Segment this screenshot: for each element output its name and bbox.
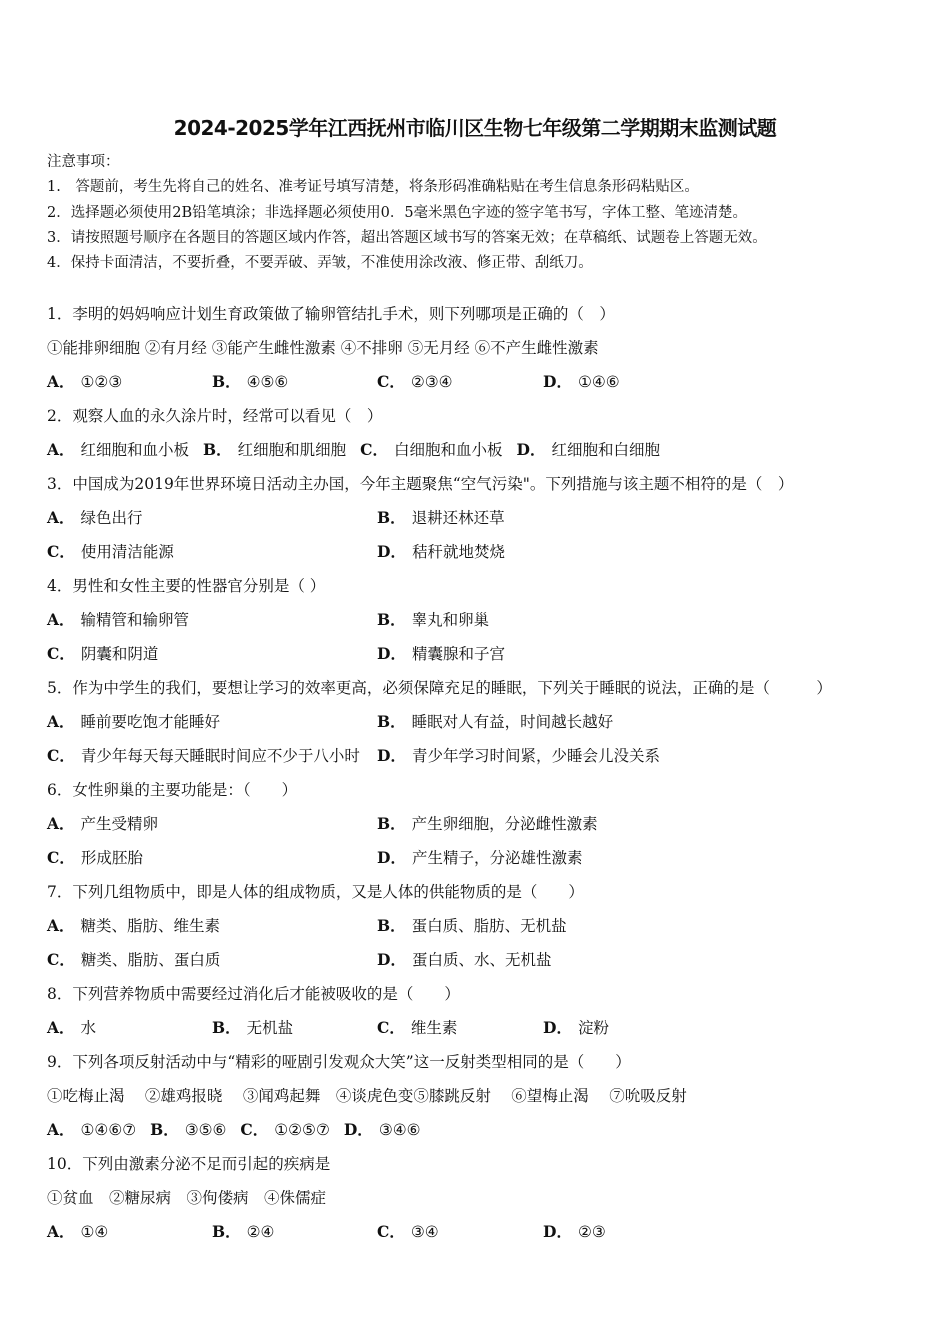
- option-letter: D．: [543, 1018, 572, 1037]
- option-letter: C．: [47, 644, 75, 663]
- question-stem: 6．女性卵巢的主要功能是：（ ）: [47, 781, 298, 799]
- option-text: 精囊腺和子宫: [411, 645, 505, 663]
- option-text: ①②⑤⑦: [274, 1121, 330, 1139]
- option-text: 蛋白质、脂肪、无机盐: [411, 917, 567, 935]
- option-letter: B．: [212, 1018, 241, 1037]
- option-letter: D．: [543, 1222, 572, 1241]
- option-text: 阴囊和阴道: [80, 645, 159, 663]
- option-text: 产生受精卵: [80, 815, 159, 833]
- option-letter: B．: [212, 372, 241, 391]
- options-row: [47, 433, 907, 467]
- option-c[interactable]: [47, 943, 220, 977]
- option-a[interactable]: [47, 1011, 96, 1045]
- option-text: ②④: [246, 1223, 275, 1241]
- option-text: 产生卵细胞，分泌雌性激素: [411, 815, 598, 833]
- option-text: ①④⑥: [577, 373, 620, 391]
- option-c[interactable]: [360, 441, 502, 459]
- option-text: 维生素: [410, 1019, 458, 1037]
- option-letter: A．: [47, 372, 75, 391]
- option-c[interactable]: [47, 637, 158, 671]
- options-row: [47, 909, 907, 943]
- option-text: ②③: [577, 1223, 606, 1241]
- option-a[interactable]: [47, 807, 158, 841]
- page-title: 2024-2025学年江西抚州市临川区生物七年级第二学期期末监测试题: [173, 116, 777, 140]
- option-letter: C．: [47, 746, 75, 765]
- option-letter: A．: [47, 1222, 75, 1241]
- question-stem: 9．下列各项反射活动中与“精彩的哑剧引发观众大笑”这一反射类型相同的是（ ）: [47, 1053, 631, 1071]
- option-text: 水: [80, 1019, 97, 1037]
- option-c[interactable]: [47, 841, 143, 875]
- option-b[interactable]: [212, 1215, 274, 1249]
- options-row: [47, 1215, 907, 1249]
- options-row: [47, 535, 907, 569]
- options-row: [47, 943, 907, 977]
- option-text: 退耕还林还草: [411, 509, 505, 527]
- option-letter: D．: [343, 1120, 373, 1139]
- option-letter: A．: [47, 440, 75, 459]
- option-a[interactable]: [47, 1121, 136, 1139]
- option-c[interactable]: [47, 535, 174, 569]
- option-c[interactable]: [377, 1215, 439, 1249]
- option-letter: B．: [377, 610, 406, 629]
- option-a[interactable]: [47, 705, 220, 739]
- option-a[interactable]: [47, 1215, 108, 1249]
- options-row: [47, 501, 907, 535]
- question-stem: 7．下列几组物质中，即是人体的组成物质，又是人体的供能物质的是（ ）: [47, 883, 584, 901]
- option-b[interactable]: [212, 1011, 293, 1045]
- option-letter: B．: [150, 1120, 179, 1139]
- option-d[interactable]: [377, 637, 505, 671]
- option-d[interactable]: [377, 535, 505, 569]
- option-letter: A．: [47, 1120, 75, 1139]
- option-d[interactable]: [377, 841, 582, 875]
- question-stem: 3．中国成为2019年世界环境日活动主办国，今年主题聚焦“空气污染"。下列措施与该主题不相符的是（ ）: [47, 475, 794, 493]
- option-b[interactable]: [150, 1121, 226, 1139]
- option-letter: B．: [377, 712, 406, 731]
- questions-section: [47, 297, 907, 1249]
- option-text: 红细胞和血小板: [80, 441, 190, 459]
- option-c[interactable]: [377, 365, 453, 399]
- option-text: 形成胚胎: [80, 849, 143, 867]
- question-items: ①吃梅止渴 ②雄鸡报晓 ③闻鸡起舞 ④谈虎色变⑤膝跳反射 ⑥望梅止渴 ⑦吮吸反射: [47, 1087, 687, 1105]
- options-row: [47, 603, 907, 637]
- options-row: [47, 841, 907, 875]
- option-a[interactable]: [47, 603, 189, 637]
- options-row: [47, 1011, 907, 1045]
- option-b[interactable]: [377, 501, 505, 535]
- option-letter: C．: [360, 440, 389, 459]
- option-c[interactable]: [47, 739, 360, 773]
- option-letter: B．: [212, 1222, 241, 1241]
- option-d[interactable]: [543, 1011, 609, 1045]
- option-letter: A．: [47, 610, 75, 629]
- option-letter: B．: [377, 814, 406, 833]
- question-stem: 4．男性和女性主要的性器官分别是（ ）: [47, 577, 326, 595]
- option-a[interactable]: [47, 909, 220, 943]
- notes-heading: 注意事项：: [47, 154, 120, 170]
- option-d[interactable]: [543, 365, 620, 399]
- option-text: 秸秆就地焚烧: [411, 543, 505, 561]
- option-letter: A．: [47, 916, 75, 935]
- option-d[interactable]: [517, 441, 660, 459]
- option-text: 红细胞和肌细胞: [237, 441, 347, 459]
- options-row: [47, 637, 907, 671]
- option-letter: D．: [377, 848, 406, 867]
- option-text: 糖类、脂肪、蛋白质: [80, 951, 221, 969]
- option-b[interactable]: [377, 603, 489, 637]
- option-text: ①④⑥⑦: [80, 1121, 137, 1139]
- option-letter: A．: [47, 712, 75, 731]
- option-letter: D．: [377, 644, 406, 663]
- notes-section: [47, 150, 917, 276]
- option-b[interactable]: [203, 441, 346, 459]
- option-text: 睡前要吃饱才能睡好: [80, 713, 221, 731]
- note-item: 1. 答题前，考生先将自己的姓名、准考证号填写清楚，将条形码准确粘贴在考生信息条形码粘贴区。: [47, 179, 699, 196]
- option-a[interactable]: [47, 501, 143, 535]
- option-text: ②③④: [410, 373, 453, 391]
- note-item: 4．保持卡面清洁，不要折叠，不要弄破、弄皱，不准使用涂改液、修正带、刮纸刀。: [47, 255, 593, 272]
- question-stem: 8．下列营养物质中需要经过消化后才能被吸收的是（ ）: [47, 985, 460, 1003]
- note-item: 2．选择题必须使用2B铅笔填涂；非选择题必须使用0．5毫米黑色字迹的签字笔书写，字体工整、笔迹清楚。: [47, 204, 748, 221]
- options-row: [47, 807, 907, 841]
- option-text: ③⑤⑥: [184, 1121, 227, 1139]
- option-letter: C．: [47, 848, 75, 867]
- question-items: ①能排卵细胞 ②有月经 ③能产生雌性激素 ④不排卵 ⑤无月经 ⑥不产生雌性激素: [47, 339, 599, 357]
- options-row: [47, 705, 907, 739]
- question-stem: 10．下列由激素分泌不足而引起的疾病是: [47, 1155, 331, 1173]
- option-text: 青少年学习时间紧，少睡会儿没关系: [411, 747, 660, 765]
- options-row: [47, 1113, 907, 1147]
- option-c[interactable]: [240, 1121, 329, 1139]
- option-text: 无机盐: [246, 1019, 294, 1037]
- option-text: 青少年每天每天睡眠时间应不少于八小时: [80, 747, 360, 765]
- option-letter: C．: [47, 950, 75, 969]
- option-a[interactable]: [47, 441, 189, 459]
- option-letter: B．: [377, 508, 406, 527]
- option-text: 输精管和输卵管: [80, 611, 190, 629]
- option-text: 红细胞和白细胞: [551, 441, 660, 459]
- option-text: ①④: [80, 1223, 109, 1241]
- option-text: 白细胞和血小板: [394, 441, 503, 459]
- option-a[interactable]: [47, 365, 122, 399]
- option-letter: C．: [240, 1120, 269, 1139]
- option-text: ④⑤⑥: [246, 373, 289, 391]
- option-c[interactable]: [377, 1011, 457, 1045]
- option-text: ③④⑥: [378, 1121, 421, 1139]
- question-items: ①贫血 ②糖尿病 ③佝偻病 ④侏儒症: [47, 1189, 327, 1207]
- option-b[interactable]: [377, 705, 613, 739]
- question-stem: 1．李明的妈妈响应计划生育政策做了输卵管结扎手术，则下列哪项是正确的（ ）: [47, 305, 615, 323]
- option-text: 淀粉: [577, 1019, 609, 1037]
- note-item: 3．请按照题号顺序在各题目的答题区域内作答，超出答题区域书写的答案无效；在草稿纸、试题卷上答题无效。: [47, 229, 767, 246]
- option-b[interactable]: [212, 365, 288, 399]
- option-text: 绿色出行: [80, 509, 143, 527]
- option-letter: D．: [377, 746, 406, 765]
- option-text: ③④: [410, 1223, 439, 1241]
- option-letter: A．: [47, 1018, 75, 1037]
- option-letter: C．: [377, 1222, 405, 1241]
- option-letter: A．: [47, 814, 75, 833]
- option-text: 产生精子，分泌雄性激素: [411, 849, 583, 867]
- option-text: 蛋白质、水、无机盐: [411, 951, 552, 969]
- option-letter: A．: [47, 508, 75, 527]
- question-stem: 2．观察人血的永久涂片时，经常可以看见（ ）: [47, 407, 383, 425]
- options-row: [47, 365, 907, 399]
- question-stem: 5．作为中学生的我们，要想让学习的效率更高，必须保障充足的睡眠，下列关于睡眠的说法，正确的是（ ）: [47, 679, 832, 697]
- option-letter: B．: [377, 916, 406, 935]
- option-text: 睡眠对人有益，时间越长越好: [411, 713, 614, 731]
- option-text: 使用清洁能源: [80, 543, 174, 561]
- options-row: [47, 739, 907, 773]
- option-d[interactable]: [543, 1215, 606, 1249]
- option-text: 睾丸和卵巢: [411, 611, 490, 629]
- option-text: ①②③: [80, 373, 123, 391]
- option-letter: C．: [377, 1018, 405, 1037]
- option-letter: D．: [516, 440, 546, 459]
- option-letter: D．: [543, 372, 572, 391]
- option-letter: B．: [203, 440, 232, 459]
- option-letter: C．: [47, 542, 75, 561]
- option-b[interactable]: [377, 909, 567, 943]
- option-letter: D．: [377, 542, 406, 561]
- option-d[interactable]: [344, 1121, 421, 1139]
- option-letter: C．: [377, 372, 405, 391]
- option-b[interactable]: [377, 807, 598, 841]
- option-letter: D．: [377, 950, 406, 969]
- option-d[interactable]: [377, 943, 551, 977]
- option-d[interactable]: [377, 739, 660, 773]
- option-text: 糖类、脂肪、维生素: [80, 917, 221, 935]
